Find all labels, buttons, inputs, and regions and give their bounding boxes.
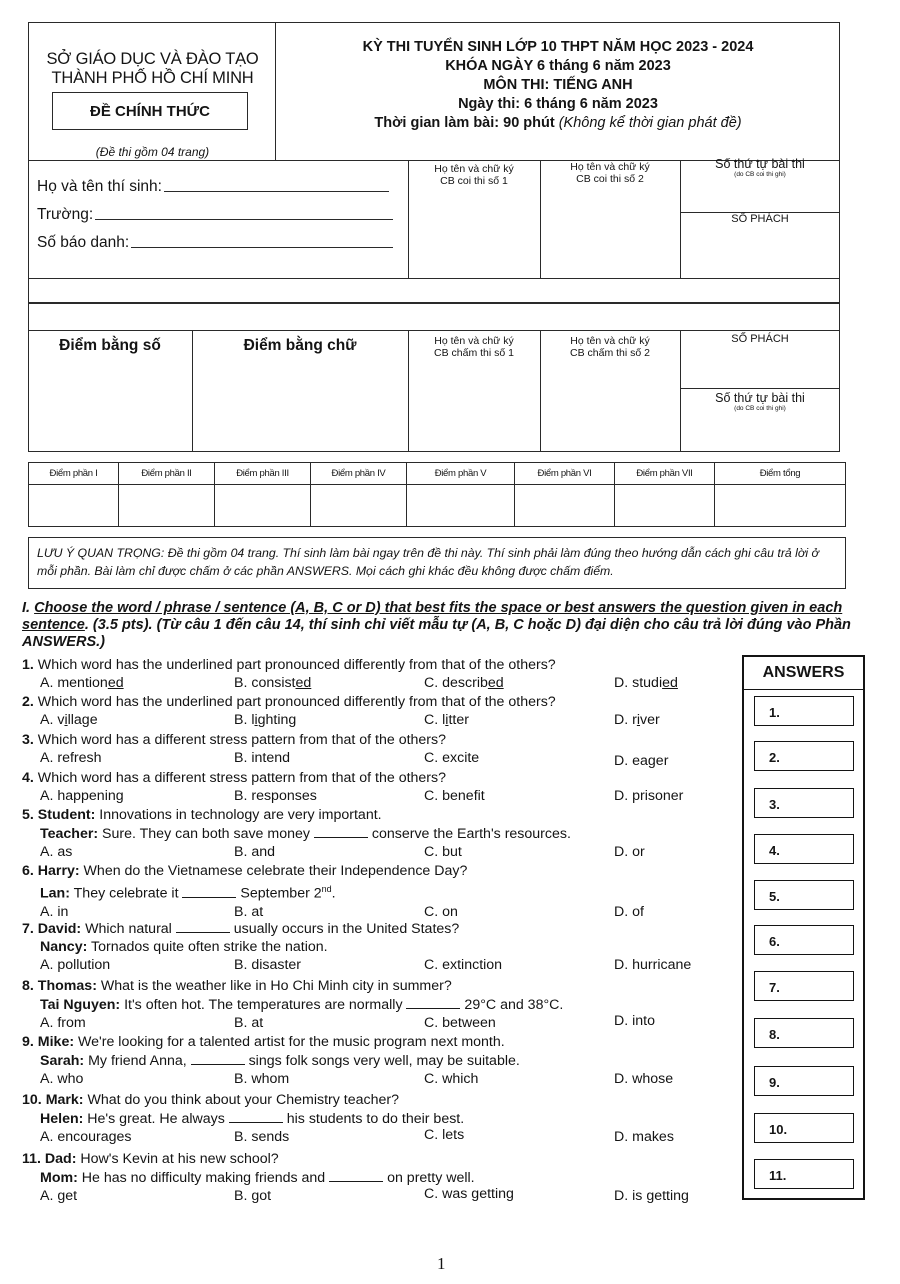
option-d: D. hurricane — [614, 957, 692, 973]
divider — [28, 278, 840, 279]
dialogue-line: his students to do their best. — [282, 1111, 465, 1127]
speaker: Mom: — [40, 1170, 78, 1186]
option-d: D. prisoner — [614, 788, 684, 804]
answer-box-4[interactable]: 4. — [754, 834, 854, 864]
answer-blank — [191, 1051, 245, 1065]
option-a: A. refresh — [40, 750, 102, 766]
speaker: Sarah: — [40, 1053, 85, 1069]
score-words-label: Điểm bằng chữ — [243, 337, 357, 354]
score-part-header: Điểm phần II — [119, 463, 215, 485]
question-10 — [22, 1091, 722, 1147]
dialogue-line: 29°C and 38°C. — [460, 997, 564, 1013]
speaker: Lan: — [40, 885, 70, 902]
dialogue-line: He has no difficulty making friends and — [77, 1170, 330, 1186]
question-4 — [22, 769, 722, 806]
dialogue-line: It's often hot. The temperatures are normally — [120, 997, 407, 1013]
exam-order-cell — [680, 157, 840, 179]
candidate-name-label: Họ và tên thí sinh: — [37, 178, 162, 195]
answer-blank — [406, 995, 460, 1009]
option-c: C. lets — [424, 1127, 465, 1143]
option-c: C. benefit — [424, 788, 485, 804]
score-part-header: Điểm tổng — [715, 463, 846, 485]
divider — [275, 22, 276, 160]
option-d: D. into — [614, 1013, 656, 1029]
dialogue-line: September 2 — [236, 885, 322, 902]
code-cell — [680, 213, 840, 225]
option-a: A. from — [40, 1015, 86, 1031]
candidate-id-field[interactable] — [37, 234, 393, 252]
speaker: David: — [37, 921, 82, 937]
section-instructions — [22, 600, 854, 651]
grader-2-cell — [540, 335, 680, 359]
option-b: B. at — [234, 903, 264, 920]
score-part-header: Điểm phần VI — [515, 463, 615, 485]
dialogue-line: We're looking for a talented artist for the music program next month. — [74, 1034, 505, 1050]
answer-box-9[interactable]: 9. — [754, 1066, 854, 1096]
exam-date: Ngày thi: 6 tháng 6 năm 2023 — [458, 96, 658, 112]
question-number: 7. — [22, 921, 34, 937]
score-part-header: Điểm phần IV — [311, 463, 407, 485]
grader-1-sublabel: CB chấm thi số 1 — [434, 347, 514, 359]
options — [22, 1070, 722, 1089]
score-part-cell[interactable] — [215, 485, 311, 527]
duration-note: (Không kể thời gian phát đề) — [558, 115, 742, 131]
speaker: Teacher: — [40, 826, 99, 842]
score-part-cell[interactable] — [119, 485, 215, 527]
punctuation: . — [331, 885, 336, 902]
option-b: B. at — [234, 1015, 264, 1031]
question-number: 5. — [22, 807, 34, 823]
option-c: C. excite — [424, 750, 480, 766]
answer-box-11[interactable]: 11. — [754, 1159, 854, 1189]
org-line-2: THÀNH PHỐ HỒ CHÍ MINH — [51, 69, 254, 87]
org-line-1: SỞ GIÁO DỤC VÀ ĐÀO TẠO — [46, 50, 259, 68]
invigilator-2-cell — [540, 161, 680, 185]
candidate-id-line[interactable] — [131, 246, 393, 248]
option-a: A. mentioned — [40, 675, 124, 691]
option-b: B. sends — [234, 1129, 290, 1145]
speaker: Harry: — [37, 863, 80, 879]
school-field[interactable] — [37, 206, 393, 224]
option-d: D. makes — [614, 1129, 674, 1145]
grading-order-note: (do CB coi thi ghi) — [734, 405, 786, 412]
option-d: D. is getting — [614, 1188, 689, 1204]
answer-blank — [329, 1168, 383, 1182]
speaker: Student: — [37, 807, 96, 823]
question-number: 8. — [22, 978, 34, 994]
speaker: Tai Nguyen: — [40, 997, 121, 1013]
question-number: 2. — [22, 694, 34, 710]
score-number-label: Điểm bằng số — [59, 337, 161, 354]
page-number: 1 — [437, 1254, 446, 1273]
option-a: A. village — [40, 712, 98, 728]
duration-text: Thời gian làm bài: 90 phút — [374, 115, 555, 131]
options — [22, 1187, 722, 1206]
question-3 — [22, 731, 722, 768]
official-label: ĐỀ CHÍNH THỨC — [90, 102, 210, 120]
answer-box-6[interactable]: 6. — [754, 925, 854, 955]
speaker: Helen: — [40, 1111, 84, 1127]
options — [22, 1014, 722, 1033]
score-total-cell[interactable] — [715, 485, 846, 527]
speaker: Mike: — [37, 1034, 75, 1050]
question-stem: Which word has the underlined part pronounced differently from that of the others? — [37, 694, 556, 710]
dialogue-line: My friend Anna, — [84, 1053, 191, 1069]
grader-2-sublabel: CB chấm thi số 2 — [570, 347, 650, 359]
option-b: B. whom — [234, 1071, 290, 1087]
option-a: A. happening — [40, 788, 124, 804]
question-number: 6. — [22, 863, 34, 879]
answer-blank — [229, 1109, 283, 1123]
options — [22, 674, 722, 693]
answer-box-8[interactable]: 8. — [754, 1018, 854, 1048]
question-7 — [22, 919, 722, 975]
official-exam-stamp — [52, 92, 248, 130]
dialogue-line: When do the Vietnamese celebrate their Independence Day? — [79, 863, 468, 879]
question-8 — [22, 977, 722, 1033]
answer-box-2[interactable]: 2. — [754, 741, 854, 771]
options — [22, 787, 722, 806]
option-d: D. or — [614, 844, 645, 860]
options — [22, 749, 722, 768]
option-a: A. pollution — [40, 957, 111, 973]
invigilator-2-label: Họ tên và chữ ký — [570, 161, 650, 173]
option-a: A. in — [40, 903, 69, 920]
score-part-cell[interactable] — [29, 485, 119, 527]
invigilator-1-cell — [408, 163, 540, 187]
section-note: . (3.5 pts). (Từ câu 1 đến câu 14, thí sinh chỉ viết mẫu tự (A, B, C hoặc D) đại diện cho câu trả lời đúng vào Phần ANSWERS.) — [22, 617, 851, 650]
grading-code-cell — [680, 333, 840, 345]
option-d: D. river — [614, 712, 660, 728]
department-name — [30, 50, 275, 88]
section-number: I. — [22, 600, 35, 616]
dialogue-line: Tornados quite often strike the nation. — [87, 939, 328, 955]
code-label: SỐ PHÁCH — [731, 213, 789, 225]
candidate-id-label: Số báo danh: — [37, 234, 130, 251]
option-d: D. studied — [614, 675, 678, 691]
exam-order-label: Số thứ tự bài thi — [715, 157, 805, 171]
invigilator-2-sublabel: CB coi thi số 2 — [576, 173, 644, 185]
thick-divider — [28, 302, 840, 304]
school-label: Trường: — [37, 206, 94, 223]
divider — [680, 388, 840, 389]
question-1 — [22, 656, 722, 693]
dialogue-line: conserve the Earth's resources. — [367, 826, 571, 842]
answer-box-10[interactable]: 10. — [754, 1113, 854, 1143]
grading-order-cell — [680, 391, 840, 413]
question-number: 1. — [22, 657, 34, 673]
dialogue-line: What do you think about your Chemistry teacher? — [83, 1092, 399, 1108]
answer-box-3[interactable]: 3. — [754, 788, 854, 818]
score-parts-header-row — [29, 463, 846, 485]
option-c: C. extinction — [424, 957, 503, 973]
option-c: C. which — [424, 1071, 479, 1087]
dialogue-line: They celebrate it — [69, 885, 183, 902]
question-stem: Which word has the underlined part pronounced differently from that of the others? — [37, 657, 556, 673]
score-parts-value-row — [29, 485, 846, 527]
answer-box-1[interactable]: 1. — [754, 696, 854, 726]
important-notice: LƯU Ý QUAN TRỌNG: Đề thi gồm 04 trang. Thí sinh làm bài ngay trên đề thi này. Thí sinh phải làm đúng theo hướng dẫn cách ghi câu trả lời ở mỗi phần. Bài làm chỉ được chấm ở các phần ANSWERS. Mọi cách ghi khác đều không được chấm điểm. — [28, 537, 846, 589]
dialogue-line: He's great. He always — [83, 1111, 229, 1127]
option-a: A. get — [40, 1188, 78, 1204]
question-number: 11. — [22, 1151, 41, 1167]
score-parts-table — [28, 462, 846, 527]
option-a: A. encourages — [40, 1129, 132, 1145]
option-d: D. of — [614, 903, 644, 920]
option-c: C. between — [424, 1015, 496, 1031]
option-c: C. litter — [424, 712, 469, 728]
score-part-header: Điểm phần V — [407, 463, 515, 485]
score-part-cell[interactable] — [515, 485, 615, 527]
option-b: B. lighting — [234, 712, 297, 728]
question-2 — [22, 693, 722, 730]
dialogue-line: on pretty well. — [383, 1170, 475, 1186]
grading-order-label: Số thứ tự bài thi — [715, 391, 805, 405]
option-b: B. and — [234, 844, 276, 860]
grader-1-label: Họ tên và chữ ký — [434, 335, 514, 347]
grader-1-cell — [408, 335, 540, 359]
page-count-note: (Đề thi gồm 04 trang) — [95, 145, 210, 159]
exam-title-block — [278, 38, 838, 133]
dialogue-line: How's Kevin at his new school? — [76, 1151, 279, 1167]
question-number: 10. — [22, 1092, 42, 1108]
option-c: C. but — [424, 844, 462, 860]
question-9 — [22, 1033, 722, 1089]
option-b: B. consisted — [234, 675, 312, 691]
exam-session: KHÓA NGÀY 6 tháng 6 năm 2023 — [445, 58, 671, 74]
score-part-header: Điểm phần VII — [615, 463, 715, 485]
answer-blank — [176, 919, 230, 933]
dialogue-line: usually occurs in the United States? — [229, 921, 460, 937]
exam-subject: MÔN THI: TIẾNG ANH — [483, 77, 633, 93]
answer-box-7[interactable]: 7. — [754, 971, 854, 1001]
question-11 — [22, 1150, 722, 1206]
ordinal-suffix: nd — [321, 884, 332, 894]
question-number: 9. — [22, 1034, 34, 1050]
score-part-header: Điểm phần III — [215, 463, 311, 485]
question-5 — [22, 806, 722, 862]
options — [22, 1128, 722, 1147]
option-c: C. was getting — [424, 1186, 514, 1202]
dialogue-line: Innovations in technology are very important. — [95, 807, 382, 823]
score-part-cell[interactable] — [615, 485, 715, 527]
score-part-header: Điểm phần I — [29, 463, 119, 485]
speaker: Thomas: — [37, 978, 97, 994]
dialogue-line: Sure. They can both save money — [98, 826, 314, 842]
grader-2-label: Họ tên và chữ ký — [570, 335, 650, 347]
answer-blank — [182, 884, 236, 898]
question-stem: Which word has a different stress pattern from that of the others? — [37, 732, 447, 748]
divider — [28, 330, 840, 331]
question-stem: Which word has a different stress pattern from that of the others? — [37, 770, 447, 786]
options — [22, 843, 722, 862]
option-d: D. eager — [614, 753, 669, 769]
dialogue-line: Which natural — [81, 921, 176, 937]
dialogue-line: sings folk songs very well, may be suitable. — [244, 1053, 520, 1069]
section-title: Choose the word / phrase / sentence (A, B, C or D) that best fits the space or best answers the question given in each sentence — [22, 600, 843, 633]
option-b: B. responses — [234, 788, 317, 804]
score-part-cell[interactable] — [311, 485, 407, 527]
dialogue-line: What is the weather like in Ho Chi Minh city in summer? — [96, 978, 452, 994]
speaker: Nancy: — [40, 939, 88, 955]
invigilator-1-sublabel: CB coi thi số 1 — [440, 175, 508, 187]
candidate-name-line[interactable] — [164, 190, 389, 192]
option-b: B. intend — [234, 750, 291, 766]
option-b: B. got — [234, 1188, 272, 1204]
option-a: A. who — [40, 1071, 84, 1087]
option-c: C. described — [424, 675, 504, 691]
grading-code-label: SỐ PHÁCH — [731, 333, 789, 345]
question-6 — [22, 862, 722, 922]
option-a: A. as — [40, 844, 73, 860]
exam-order-note: (do CB coi thi ghi) — [734, 171, 786, 178]
option-c: C. on — [424, 903, 458, 920]
options — [22, 956, 722, 975]
option-d: D. whose — [614, 1071, 674, 1087]
exam-title: KỲ THI TUYỂN SINH LỚP 10 THPT NĂM HỌC 2023 - 2024 — [362, 39, 754, 55]
question-number: 3. — [22, 732, 34, 748]
score-part-cell[interactable] — [407, 485, 515, 527]
options — [22, 711, 722, 730]
answers-title: ANSWERS — [744, 657, 863, 690]
answer-box-5[interactable]: 5. — [754, 880, 854, 910]
option-b: B. disaster — [234, 957, 302, 973]
exam-duration — [278, 114, 838, 133]
answers-panel — [742, 655, 865, 1200]
speaker: Mark: — [45, 1092, 84, 1108]
invigilator-1-label: Họ tên và chữ ký — [434, 163, 514, 175]
answer-blank — [314, 824, 368, 838]
school-line[interactable] — [95, 218, 393, 220]
speaker: Dad: — [44, 1151, 77, 1167]
question-number: 4. — [22, 770, 34, 786]
candidate-name-field[interactable] — [37, 178, 389, 196]
